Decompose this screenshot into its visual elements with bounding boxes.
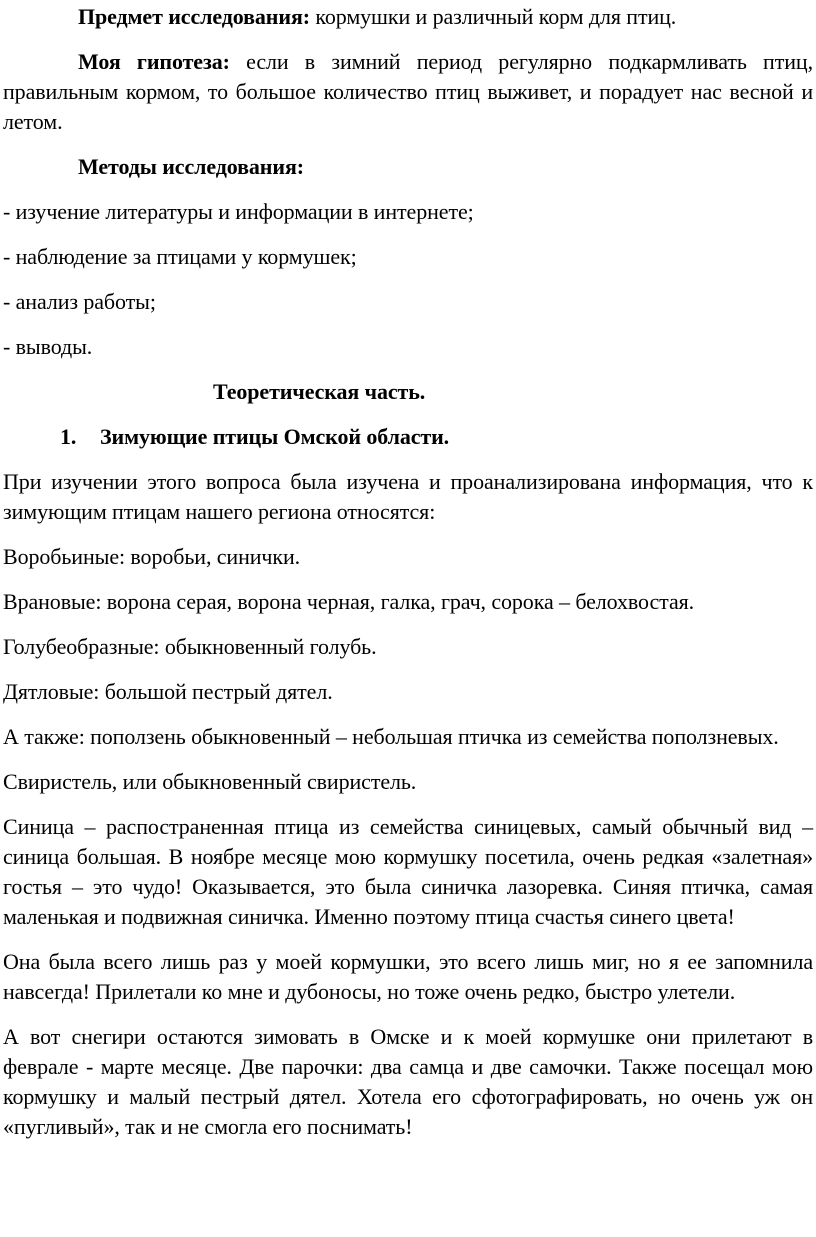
method-item-literature — [3, 197, 813, 227]
list-number: 1. — [60, 424, 77, 449]
text-run: А также: поползень обыкновенный – небольшая птичка из семейства поползневых. — [3, 724, 779, 749]
sparrows-line — [3, 542, 813, 572]
text-run: - анализ работы; — [3, 289, 156, 314]
text-run: Врановые: ворона серая, ворона черная, галка, грач, сорока – белохвостая. — [3, 589, 695, 614]
text-run: Воробьиные: воробьи, синички. — [3, 544, 301, 569]
text-run: кормушки и различный корм для птиц. — [309, 4, 677, 29]
bold-text-run: Теоретическая часть. — [213, 379, 426, 404]
bold-text-run: Моя гипотеза: — [78, 49, 230, 74]
document-body — [3, 2, 813, 1142]
text-run: При изучении этого вопроса была изучена и проанализирована информация, что к зимующим птицам нашего региона относятся: — [3, 469, 813, 524]
blue-tit-memory-paragraph — [3, 947, 813, 1007]
text-run: - изучение литературы и информации в интернете; — [3, 199, 474, 224]
bullfinch-paragraph — [3, 1022, 813, 1142]
bold-text-run: Предмет исследования: — [78, 4, 310, 29]
text-run: Она была всего лишь раз у моей кормушки, это всего лишь миг, но я ее запомнила навсегда! Прилетали ко мне и дубоносы, но тоже очень редко, быстро улетели. — [3, 949, 813, 1004]
text-run: Дятловые: большой пестрый дятел. — [3, 679, 333, 704]
text-run: Синица – распостраненная птица из семейства синицевых, самый обычный вид – синица большая. В ноябре месяце мою кормушку посетила, очень редкая «залетная» гостья – это чудо! Оказывается, это была синичка лазоревка. Синяя птичка, самая маленькая и подвижная синичка. Именно поэтому птица счастья синего цвета! — [3, 814, 813, 929]
text-run: если в зимний период регулярно подкармливать птиц, правильным кормом, то большое количество птиц выживет, и порадует нас весной и летом. — [3, 49, 813, 134]
intro-paragraph — [3, 467, 813, 527]
research-subject — [3, 2, 813, 32]
hypothesis — [3, 47, 813, 137]
method-item-conclusions — [3, 332, 813, 362]
theory-section-heading — [213, 377, 813, 407]
text-run: Голубеобразные: обыкновенный голубь. — [3, 634, 377, 659]
method-item-observation — [3, 242, 813, 272]
corvids-line — [3, 587, 813, 617]
waxwing-line — [3, 767, 813, 797]
text-run: Свиристель, или обыкновенный свиристель. — [3, 769, 417, 794]
pigeons-line — [3, 632, 813, 662]
methods-heading — [3, 152, 813, 182]
method-item-analysis — [3, 287, 813, 317]
bold-text-run: Методы исследования: — [78, 154, 304, 179]
bold-text-run: Зимующие птицы Омской области. — [100, 424, 450, 449]
tit-paragraph — [3, 812, 813, 932]
text-run: А вот снегири остаются зимовать в Омске и к моей кормушке они прилетают в феврале - марте месяце. Две парочки: два самца и две самочки. Также посещал мою кормушку и малый пестрый дятел. Хотела его сфотографировать, но очень уж он «пугливый», так и не смогла его поснимать! — [3, 1024, 813, 1139]
chapter-1-heading — [60, 422, 813, 452]
text-run: - наблюдение за птицами у кормушек; — [3, 244, 357, 269]
text-run: - выводы. — [3, 334, 93, 359]
nuthatch-paragraph — [3, 722, 813, 752]
woodpeckers-line — [3, 677, 813, 707]
